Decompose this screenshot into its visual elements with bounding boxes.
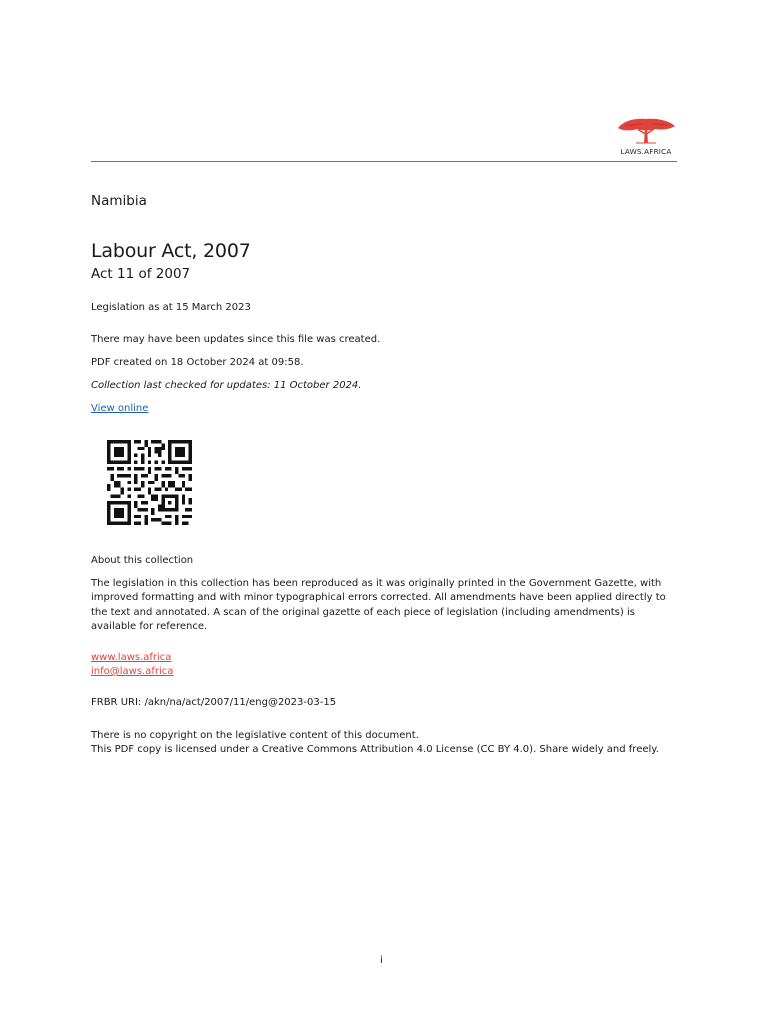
copyright-notice: There is no copyright on the legislative content of this document. (91, 730, 419, 741)
laws-africa-logo (614, 114, 678, 158)
qr-code[interactable] (107, 440, 192, 525)
license-notice: This PDF copy is licensed under a Creative Commons Attribution 4.0 License (CC BY 4.0). Share widely and freely. (91, 744, 659, 755)
page-number: i (380, 955, 383, 966)
updates-note: There may have been updates since this file was created. (91, 334, 381, 345)
website-link[interactable]: www.laws.africa (91, 652, 172, 663)
about-paragraph: The legislation in this collection has been reproduced as it was originally printed in the Government Gazette, with improved formatting and with minor typographical errors corrected. All amendments have been applied directly to the text and annotated. A scan of the original gazette of each piece of legislation (including amendments) is available for reference. (91, 578, 666, 632)
frbr-uri: FRBR URI: /akn/na/act/2007/11/eng@2023-03-15 (91, 697, 337, 708)
email-link[interactable]: info@laws.africa (91, 666, 174, 677)
jurisdiction: Namibia (91, 193, 147, 209)
about-heading: About this collection (91, 555, 194, 566)
document-title: Labour Act, 2007 (91, 240, 251, 262)
acacia-tree-icon (614, 114, 678, 146)
legislation-as-at: Legislation as at 15 March 2023 (91, 302, 251, 313)
pdf-created-date: PDF created on 18 October 2024 at 09:58. (91, 357, 304, 368)
act-number: Act 11 of 2007 (91, 266, 191, 282)
view-online-link[interactable]: View online (91, 403, 149, 414)
header-rule (91, 161, 677, 162)
collection-checked-date: Collection last checked for updates: 11 October 2024. (91, 380, 362, 391)
logo-text: LAWS.AFRICA (620, 147, 672, 156)
